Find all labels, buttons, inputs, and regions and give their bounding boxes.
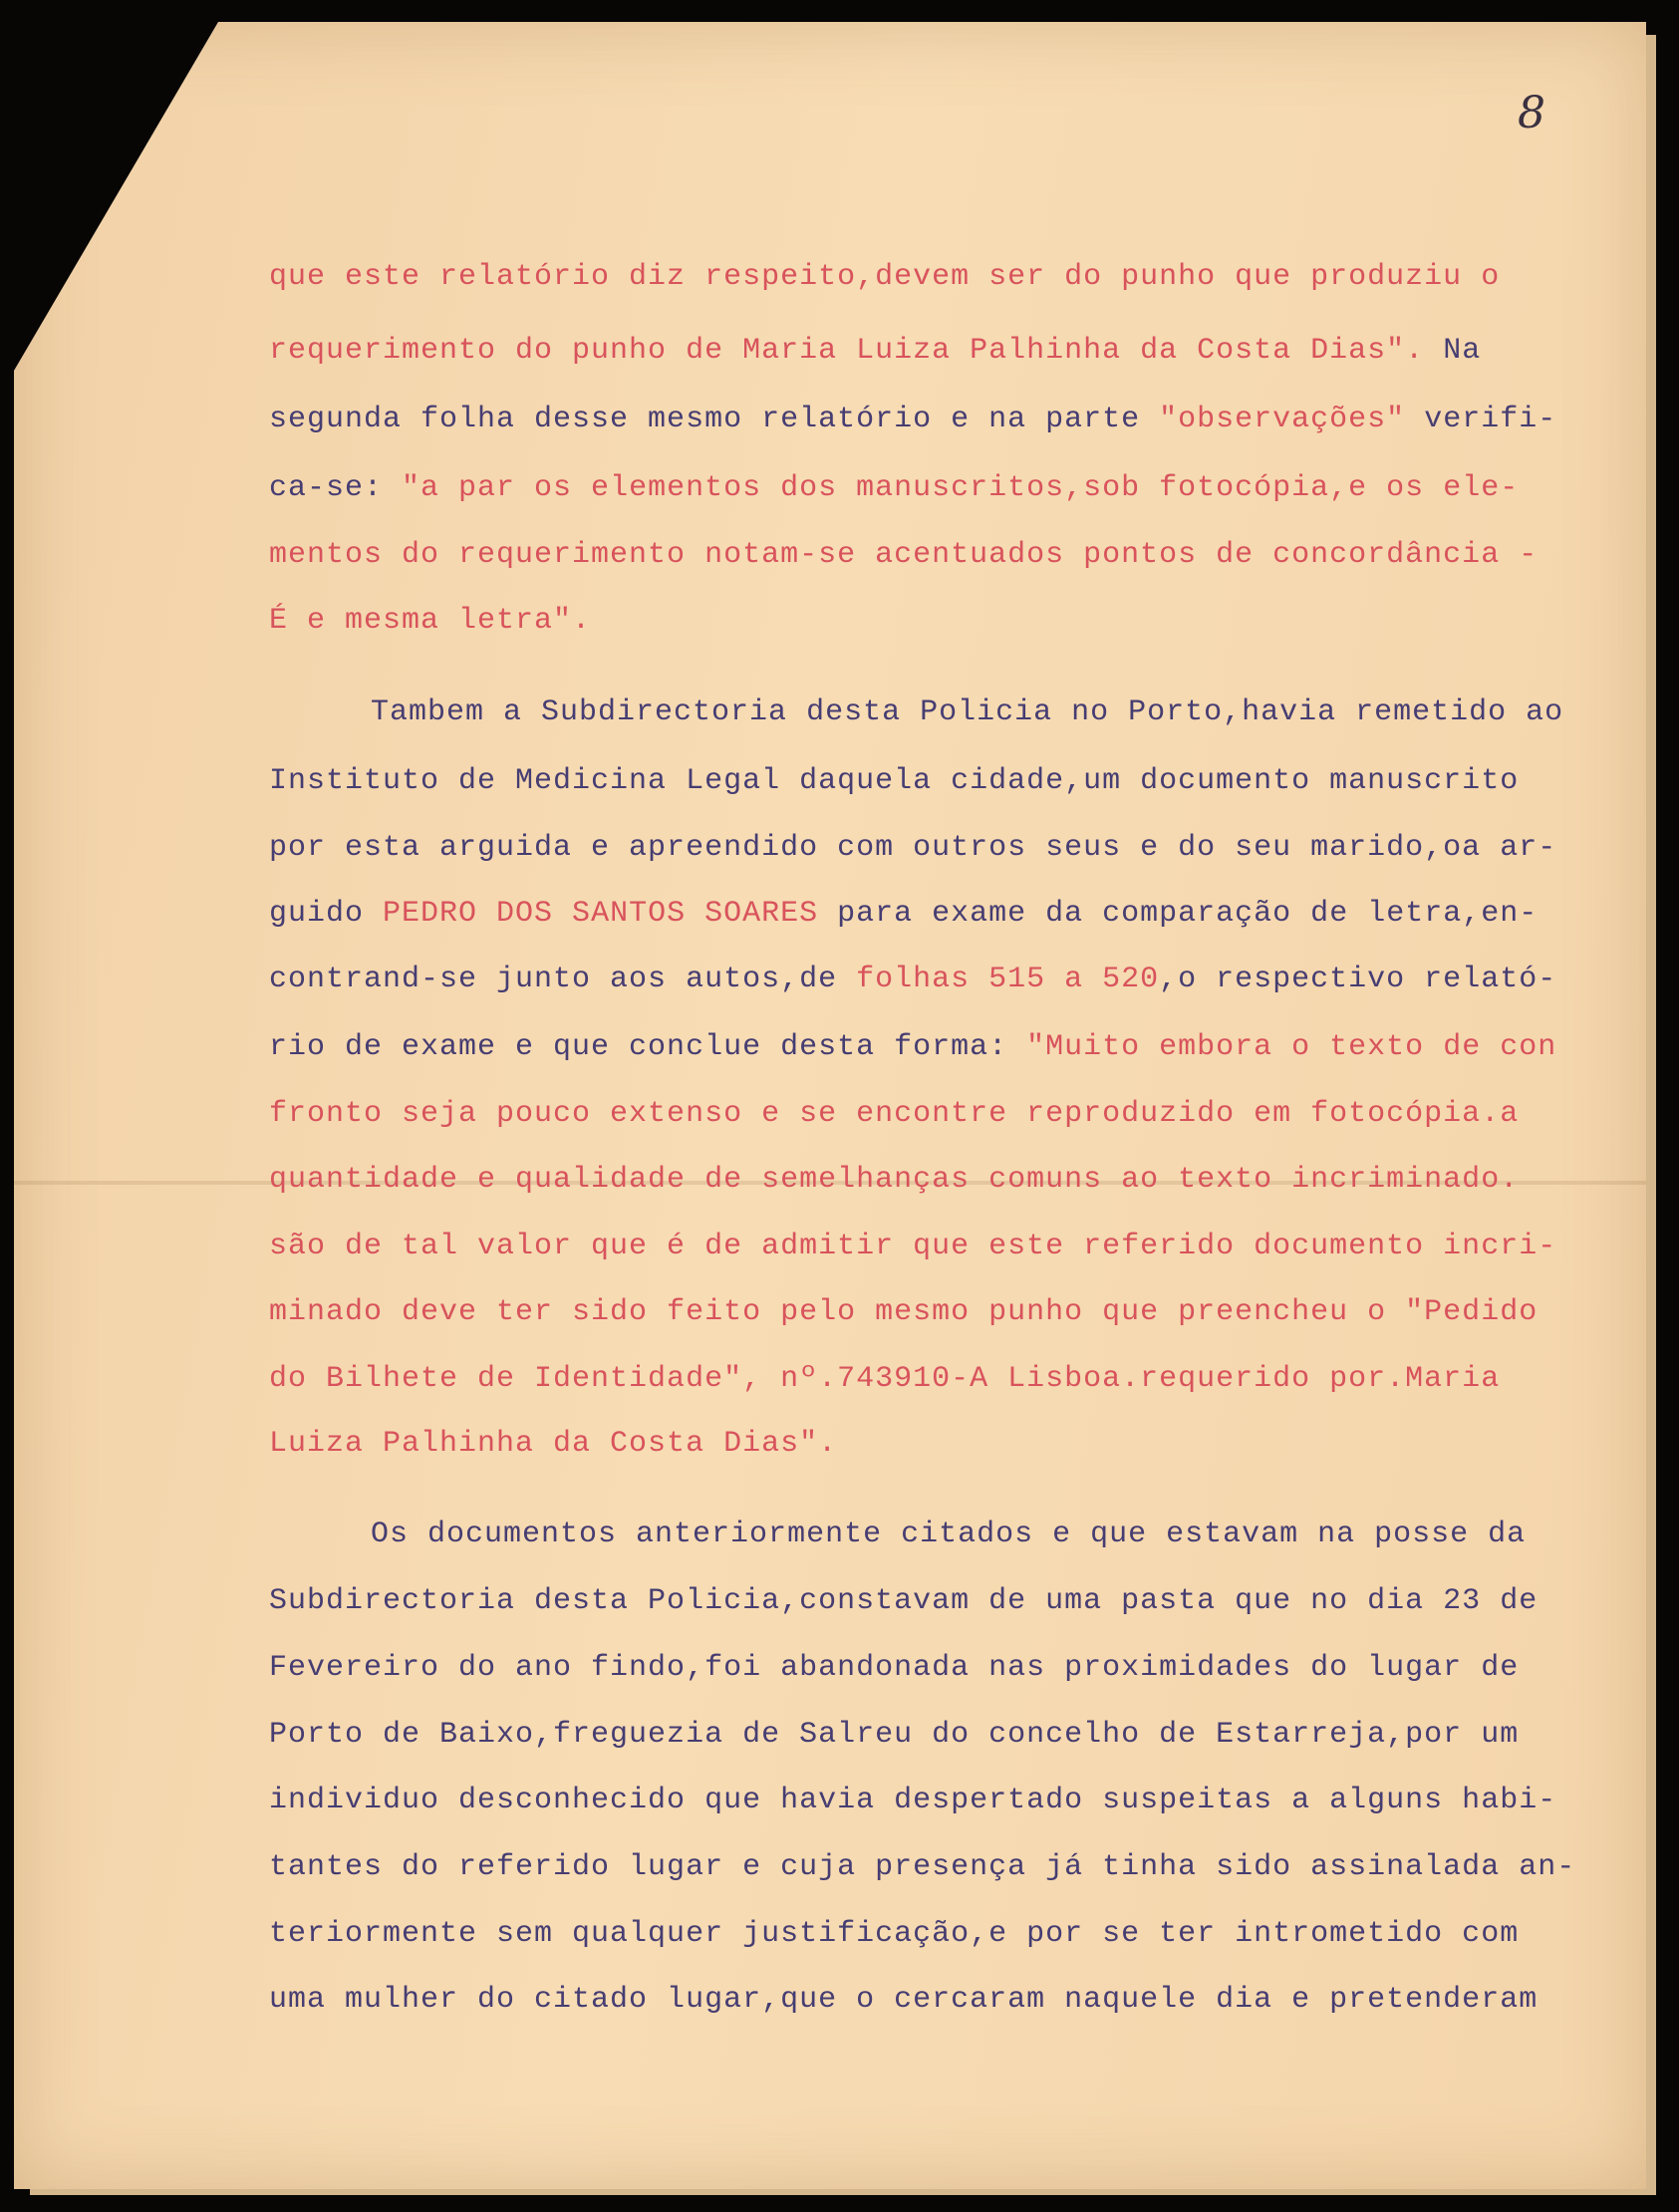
blue-typed-text: Fevereiro do ano findo,foi abandonada nas proximidades do lugar de: [269, 1651, 1520, 1685]
red-typed-text: Luiza Palhinha da Costa Dias".: [269, 1427, 838, 1461]
text-line: [269, 894, 1634, 934]
blue-typed-text: Os documentos anteriormente citados e que estavam na posse da: [371, 1518, 1527, 1551]
red-typed-text: folhas 515 a 520: [856, 963, 1160, 996]
text-line: [269, 1160, 1634, 1200]
blue-typed-text: Instituto de Medicina Legal daquela cidade,um documento manuscrito: [269, 764, 1520, 798]
text-line: [269, 535, 1634, 575]
blue-typed-text: ,o respectivo relató-: [1159, 963, 1557, 996]
blue-typed-text: Tambem a Subdirectoria desta Policia no Porto,havia remetido ao: [371, 695, 1564, 729]
text-line: [269, 331, 1634, 371]
blue-typed-text: contrand-se junto aos autos,de: [269, 963, 857, 996]
text-line: [269, 1581, 1634, 1621]
text-line: [269, 1359, 1634, 1399]
blue-typed-text: individuo desconhecido que havia despertado suspeitas a alguns habi-: [269, 1784, 1557, 1817]
text-line: [269, 468, 1634, 508]
red-typed-text: que este relatório diz respeito,devem ser do punho que produziu o: [269, 260, 1501, 294]
blue-typed-text: rio de exame e que conclue desta forma:: [269, 1030, 1027, 1064]
blue-typed-text: guido: [269, 897, 384, 931]
red-typed-text: É e mesma letra".: [269, 604, 592, 638]
red-typed-text: mentos do requerimento notam-se acentuados pontos de concordância -: [269, 538, 1539, 572]
text-line: [269, 1227, 1634, 1266]
blue-typed-text: segunda folha desse mesmo relatório e na parte: [269, 403, 1160, 436]
blue-typed-text: uma mulher do citado lugar,que o cercaram naquele dia e pretenderam: [269, 1983, 1539, 2017]
text-line: [269, 1424, 1634, 1464]
text-line: [269, 761, 1634, 801]
red-typed-text: do Bilhete de Identidade", nº.743910-A Lisboa.requerido por.Maria: [269, 1362, 1501, 1396]
text-line: [269, 1648, 1634, 1688]
text-line: [269, 257, 1634, 297]
text-line: [269, 1980, 1634, 2020]
blue-typed-text: Subdirectoria desta Policia,constavam de uma pasta que no dia 23 de: [269, 1584, 1539, 1618]
red-typed-text: fronto seja pouco extenso e se encontre reproduzido em fotocópia.a: [269, 1097, 1520, 1131]
text-line: [269, 1027, 1634, 1067]
blue-typed-text: para exame da comparação de letra,en-: [818, 897, 1539, 931]
page-number: 8: [1518, 88, 1545, 138]
text-line: [269, 1094, 1634, 1134]
text-line: [269, 828, 1634, 868]
text-line: [269, 1715, 1634, 1755]
text-line: [371, 1515, 1679, 1554]
red-typed-text: são de tal valor que é de admitir que este referido documento incri-: [269, 1230, 1557, 1263]
text-line: [269, 1292, 1634, 1332]
blue-typed-text: verifi-: [1405, 403, 1557, 436]
text-line: [371, 692, 1679, 732]
red-typed-text: "Muito embora o texto de con: [1026, 1030, 1557, 1064]
text-line: [269, 601, 1634, 641]
blue-typed-text: teriormente sem qualquer justificação,e por se ter intrometido com: [269, 1917, 1520, 1951]
text-line: [269, 1847, 1634, 1887]
blue-typed-text: ca-se:: [269, 471, 403, 505]
red-typed-text: requerimento do punho de Maria Luiza Palhinha da Costa Dias".: [269, 334, 1444, 368]
red-typed-text: "a par os elementos dos manuscritos,sob fotocópia,e os ele-: [402, 471, 1520, 505]
text-line: [269, 400, 1634, 439]
text-line: [269, 1914, 1634, 1954]
text-line: [269, 960, 1634, 999]
blue-typed-text: Porto de Baixo,freguezia de Salreu do concelho de Estarreja,por um: [269, 1718, 1520, 1752]
blue-typed-text: por esta arguida e apreendido com outros seus e do seu marido,oa ar-: [269, 831, 1557, 865]
red-typed-text: PEDRO DOS SANTOS SOARES: [383, 897, 819, 931]
red-typed-text: quantidade e qualidade de semelhanças comuns ao texto incriminado.: [269, 1163, 1520, 1197]
red-typed-text: "observações": [1159, 403, 1406, 436]
blue-typed-text: Na: [1443, 334, 1482, 368]
blue-typed-text: tantes do referido lugar e cuja presença já tinha sido assinalada an-: [269, 1850, 1576, 1884]
red-typed-text: minado deve ter sido feito pelo mesmo punho que preencheu o "Pedido: [269, 1295, 1539, 1329]
text-line: [269, 1781, 1634, 1820]
